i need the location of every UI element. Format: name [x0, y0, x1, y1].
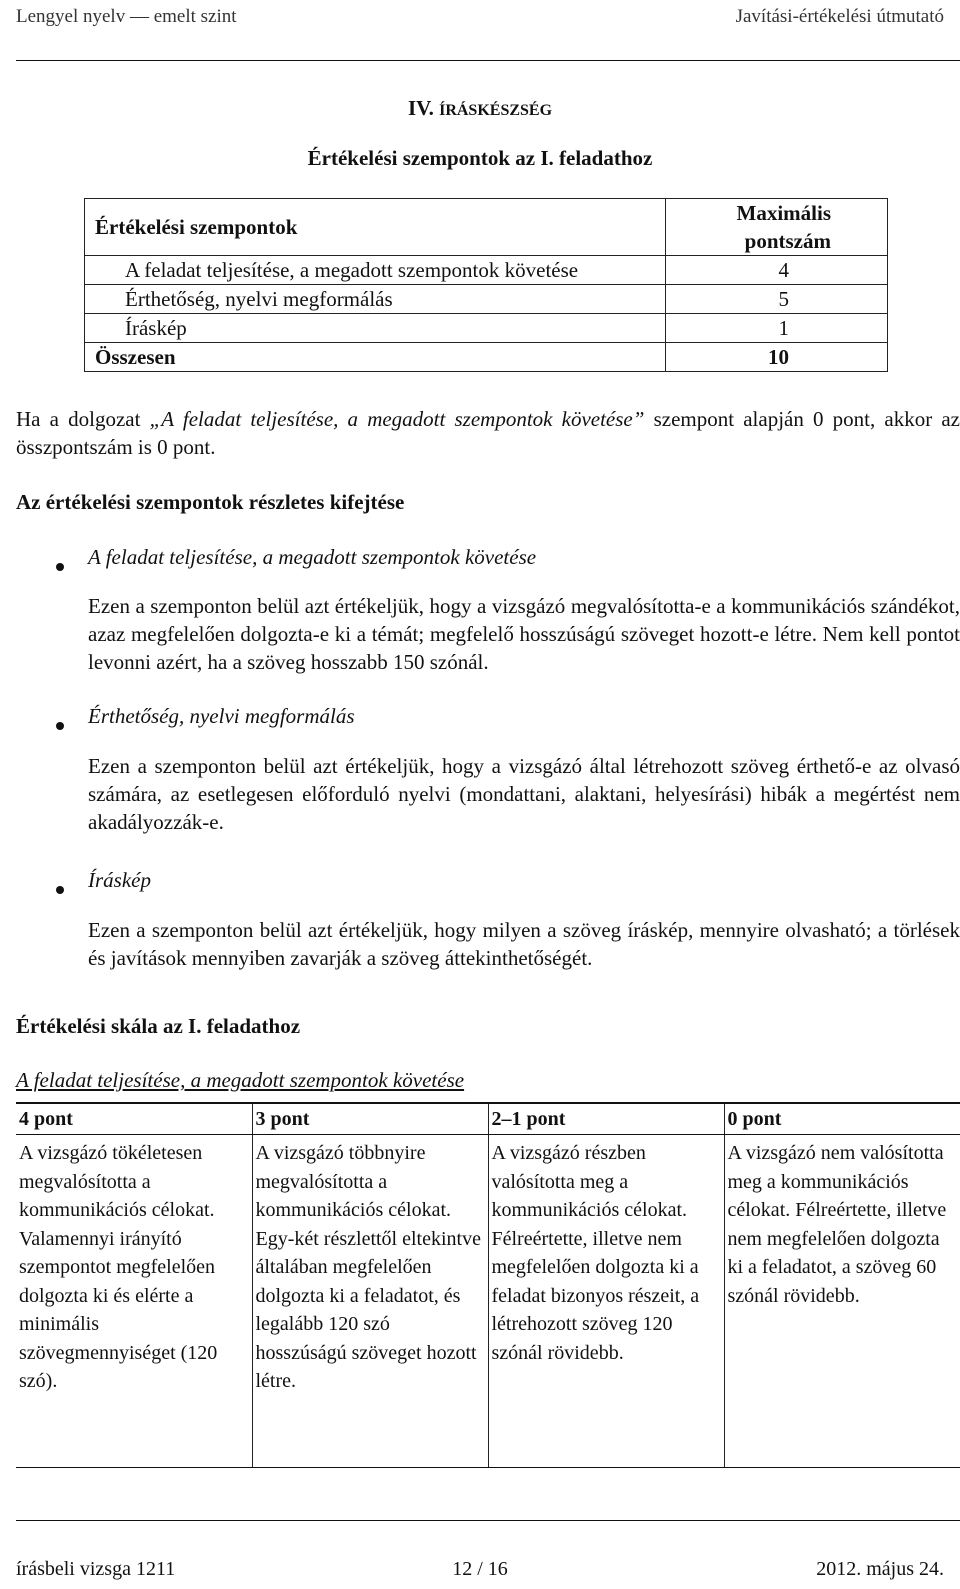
- criteria-col-header: Értékelési szempontok: [85, 199, 666, 256]
- criteria-label: Íráskép: [85, 314, 666, 343]
- max-points-header-line2: pontszám: [744, 229, 831, 253]
- note-text-italic: „A feladat teljesítése, a megadott szempontok követése”: [149, 407, 645, 431]
- scale-row: [16, 1135, 960, 1468]
- criteria-header-row: [85, 199, 888, 256]
- criteria-row: [85, 285, 888, 314]
- criteria-row: [85, 256, 888, 285]
- scale-header-4pt: 4 pont: [16, 1103, 252, 1135]
- criteria-points: 4: [666, 256, 888, 285]
- section-title: [0, 96, 960, 121]
- scale-table: [16, 1102, 960, 1468]
- note-text-pre: Ha a dolgozat: [16, 407, 150, 431]
- zero-point-note: [16, 405, 960, 461]
- criteria-label: Érthetőség, nyelvi megformálás: [85, 285, 666, 314]
- note-text-post: szempont alapján 0 pont, akkor az összpontszám is 0 pont.: [16, 407, 960, 459]
- total-label: Összesen: [85, 343, 666, 372]
- scale-cell-4pt: A vizsgázó tökéletesen megvalósította a kommunikációs célokat. Valamennyi irányító szempontot megfelelően dolgozta ki és elérte a minimális szövegmennyiséget (120 szó).: [16, 1135, 252, 1468]
- footer-date: 2012. május 24.: [816, 1558, 944, 1580]
- footer-rule: [16, 1520, 960, 1521]
- bullet-title: A feladat teljesítése, a megadott szempontok követése: [88, 545, 537, 569]
- bullet-title: Íráskép: [88, 868, 151, 892]
- scale-header-0pt: 0 pont: [724, 1103, 960, 1135]
- bullet-text: Ezen a szemponton belül azt értékeljük, hogy a vizsgázó megvalósította-e a kommunikációs szándékot, azaz megfelelően dolgozta-e ki a témát; megfelelő hosszúságú szöveget hozott-e létre. Nem kell pontot levonni azért, ha a szöveg hosszabb 150 szónál.: [88, 594, 960, 674]
- scale-title: Értékelési skála az I. feladathoz: [16, 1014, 301, 1038]
- criteria-total-row: [85, 343, 888, 372]
- scale-header-2-1pt: 2–1 pont: [488, 1103, 724, 1135]
- section-name: ÍRÁSKÉSZSÉG: [439, 102, 553, 119]
- bullet-dot-icon: [56, 563, 64, 571]
- details-title: Az értékelési szempontok részletes kifejtése: [16, 490, 405, 514]
- criteria-points: 5: [666, 285, 888, 314]
- footer-left: írásbeli vizsga 1211: [16, 1558, 176, 1580]
- max-points-header: [666, 199, 888, 256]
- total-points: 10: [666, 343, 888, 372]
- bullet-title: Érthetőség, nyelvi megformálás: [88, 704, 355, 728]
- header-right: Javítási-értékelési útmutató: [735, 6, 944, 27]
- max-points-header-line1: Maximális: [736, 201, 831, 225]
- section-number: IV.: [407, 96, 434, 120]
- scale-cell-2-1pt: A vizsgázó részben valósította meg a kommunikációs célokat. Félreértette, illetve nem megfelelően dolgozta ki a feladat bizonyos részeit, a létrehozott szöveg 120 szónál rövidebb.: [488, 1135, 724, 1468]
- scale-header-3pt: 3 pont: [252, 1103, 488, 1135]
- criteria-table: [84, 198, 888, 372]
- bullet-text: Ezen a szemponton belül azt értékeljük, hogy milyen a szöveg íráskép, mennyire olvasható; a törlések és javítások mennyiben zavarják a szöveg áttekinthetőségét.: [88, 918, 960, 970]
- scale-subtitle: A feladat teljesítése, a megadott szempontok követése: [16, 1068, 465, 1092]
- header-rule: [16, 60, 960, 61]
- footer-page-number: 12 / 16: [452, 1558, 508, 1580]
- scale-cell-3pt: A vizsgázó többnyire megvalósította a kommunikációs célokat. Egy-két részlettől eltekintve általában megfelelően dolgozta ki a feladatot, és legalább 120 szó hosszúságú szöveget hozott létre.: [252, 1135, 488, 1468]
- scale-cell-0pt: A vizsgázó nem valósította meg a kommunikációs célokat. Félreértette, illetve nem megfelelően dolgozta ki a feladatot, a szöveg 60 szónál rövidebb.: [724, 1135, 960, 1468]
- header-left: Lengyel nyelv — emelt szint: [16, 6, 237, 27]
- bullet-text: Ezen a szemponton belül azt értékeljük, hogy a vizsgázó által létrehozott szöveg érthető-e az olvasó számára, az esetlegesen előforduló nyelvi (mondattani, alaktani, helyesírási) hibák a megértést nem akadályozzák-e.: [88, 754, 960, 834]
- criteria-label: A feladat teljesítése, a megadott szempontok követése: [85, 256, 666, 285]
- bullet-dot-icon: [56, 886, 64, 894]
- scale-header-row: [16, 1103, 960, 1135]
- criteria-row: [85, 314, 888, 343]
- bullet-dot-icon: [56, 722, 64, 730]
- criteria-points: 1: [666, 314, 888, 343]
- page-subtitle: Értékelési szempontok az I. feladathoz: [307, 146, 653, 170]
